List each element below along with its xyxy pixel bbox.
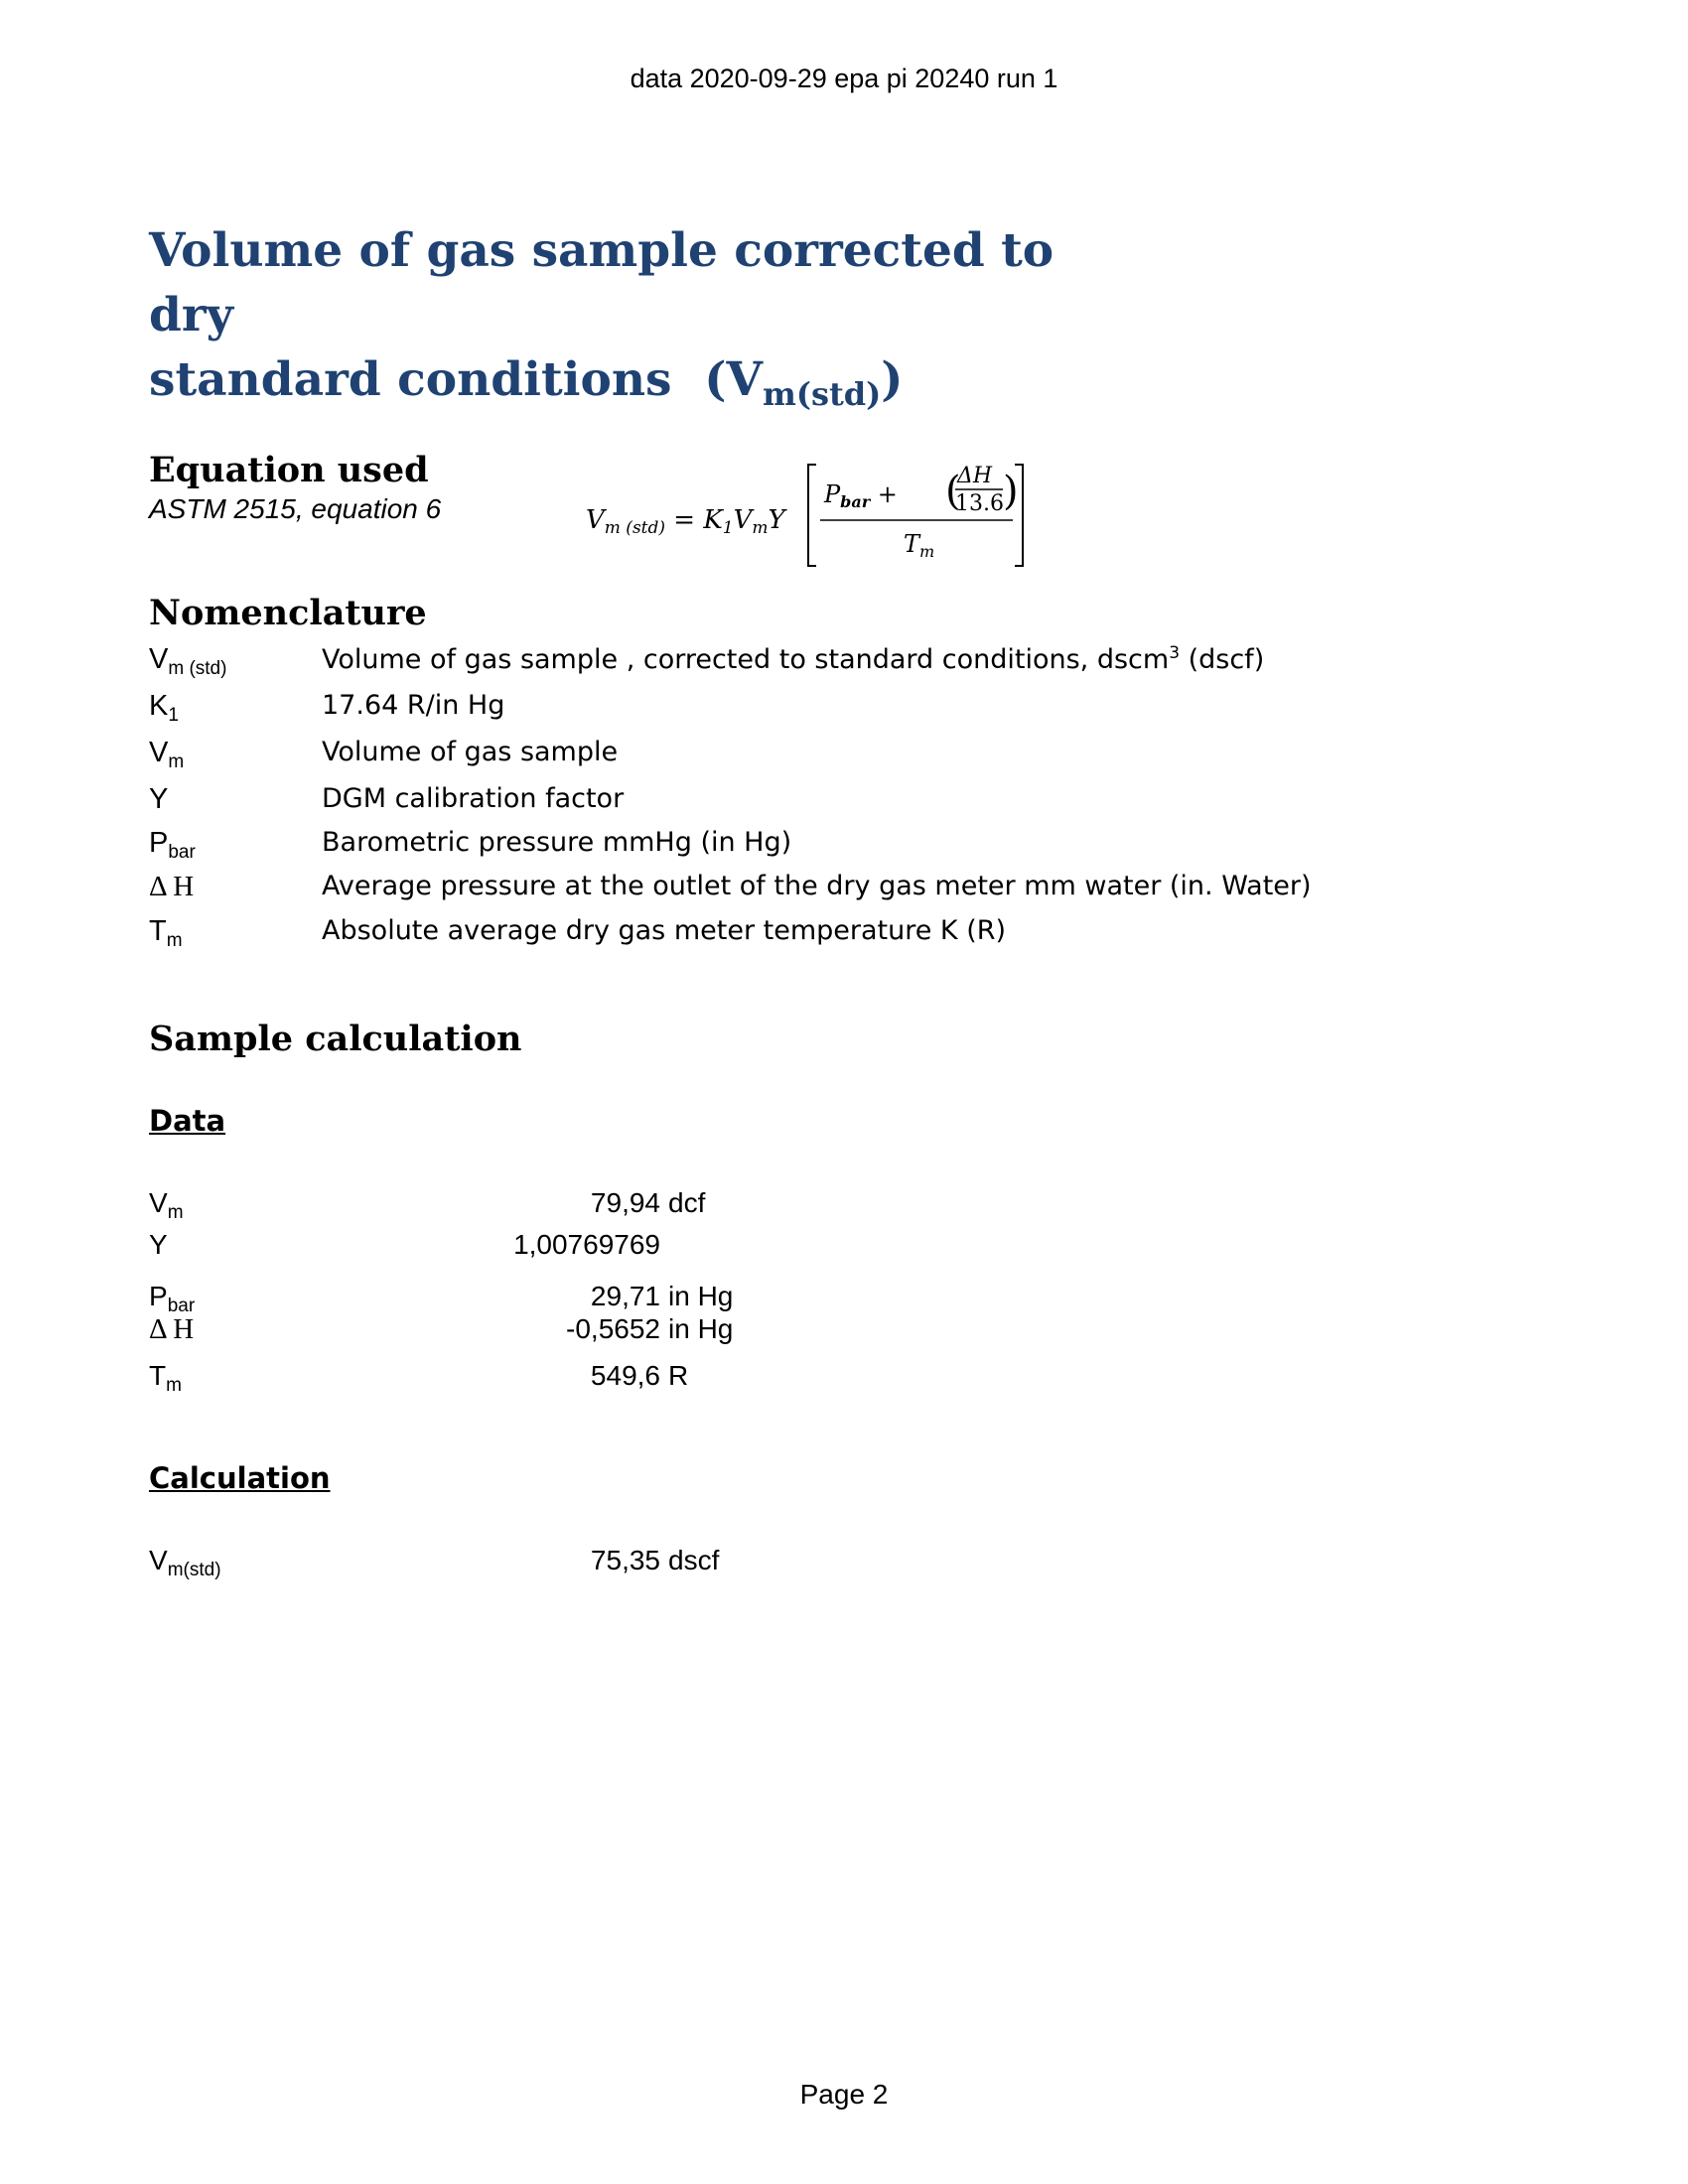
nomenclature-symbol: $V_{m (std)}$	[149, 643, 227, 679]
eq-pbar: $P_{bar}$ +	[824, 480, 898, 511]
eq-left-bracket	[808, 465, 816, 566]
result-unit: dscf	[668, 1545, 720, 1575]
page-footer: Page 2	[799, 2079, 889, 2110]
sample-heading: Sample calculation	[149, 1019, 522, 1059]
nomenclature-row	[149, 690, 1539, 730]
data-unit: in Hg	[668, 1313, 734, 1344]
page-title	[149, 218, 1142, 427]
data-row	[149, 1313, 844, 1353]
nomenclature-description: Volume of gas sample , corrected to standard conditions, dscm$^3$ (dscf)	[322, 643, 1265, 675]
data-row	[149, 1229, 844, 1269]
eq-close-paren: )	[1003, 469, 1019, 514]
title-symbol-sub: m(std)	[762, 375, 882, 413]
nomenclature-row	[149, 915, 1539, 955]
title-line-2-text: standard conditions	[149, 352, 672, 407]
title-line-1: Volume of gas sample corrected to dry	[149, 223, 1055, 342]
data-value: 549,6	[590, 1360, 660, 1391]
nomenclature-symbol: Y	[149, 783, 169, 815]
data-value: 1,00769769	[513, 1229, 660, 1260]
nomenclature-description: Volume of gas sample	[322, 737, 619, 767]
eq-divisor: 13.6	[955, 491, 1004, 516]
data-unit: in Hg	[668, 1281, 734, 1311]
result-symbol: $V_{m(std)}$	[149, 1545, 221, 1580]
nomenclature-row	[149, 783, 1539, 823]
page-header: data 2020-09-29 epa pi 20240 run 1	[630, 64, 1058, 93]
data-value: -0,5652	[566, 1313, 660, 1344]
equation-heading: Equation used	[149, 450, 429, 490]
nomenclature-symbol: $T_m$	[149, 915, 183, 951]
title-line-2: standard conditions $(V_{m(std)})$	[149, 352, 904, 413]
nomenclature-symbol: Δ H	[149, 871, 195, 902]
data-symbol: $T_m$	[149, 1360, 182, 1396]
nomenclature-row	[149, 871, 1539, 910]
title-symbol: V	[726, 352, 763, 407]
data-value: 79,94	[590, 1187, 660, 1218]
data-unit: R	[668, 1360, 689, 1391]
nomenclature-row	[149, 643, 1539, 683]
eq-delta-h: ΔH	[957, 464, 993, 488]
nomenclature-description: Average pressure at the outlet of the dry gas meter mm water (in. Water)	[322, 871, 1312, 901]
data-symbol: $V_m$	[149, 1187, 184, 1223]
nomenclature-description: Barometric pressure mmHg (in Hg)	[322, 827, 792, 858]
data-value: 29,71	[590, 1281, 660, 1311]
nomenclature-row	[149, 737, 1539, 776]
result-value: 75,35	[590, 1545, 660, 1575]
data-heading: Data	[149, 1104, 226, 1138]
nomenclature-symbol: $V_m$	[149, 737, 185, 772]
data-symbol: Δ H	[149, 1313, 195, 1345]
eq-lhs: Vm (std) = K1VmY	[586, 505, 785, 538]
data-symbol: $P_{bar}$	[149, 1281, 196, 1316]
calculation-heading: Calculation	[149, 1461, 331, 1495]
data-row	[149, 1187, 844, 1227]
nomenclature-description: Absolute average dry gas meter temperature K (R)	[322, 915, 1007, 946]
eq-tm: $T_m$	[904, 530, 935, 561]
eq-open-paren: (	[945, 469, 961, 514]
data-row	[149, 1360, 844, 1400]
data-symbol: Y	[149, 1229, 168, 1260]
data-unit: dcf	[668, 1187, 706, 1218]
equation-formula	[586, 457, 1043, 574]
result-row	[149, 1545, 844, 1584]
nomenclature-symbol: $K_1$	[149, 690, 179, 726]
nomenclature-symbol: $P_{bar}$	[149, 827, 196, 863]
equation-source: ASTM 2515, equation 6	[149, 493, 442, 524]
nomenclature-heading: Nomenclature	[149, 593, 427, 633]
nomenclature-description: DGM calibration factor	[322, 783, 625, 814]
nomenclature-description: 17.64 R/in Hg	[322, 690, 505, 721]
nomenclature-row	[149, 827, 1539, 867]
